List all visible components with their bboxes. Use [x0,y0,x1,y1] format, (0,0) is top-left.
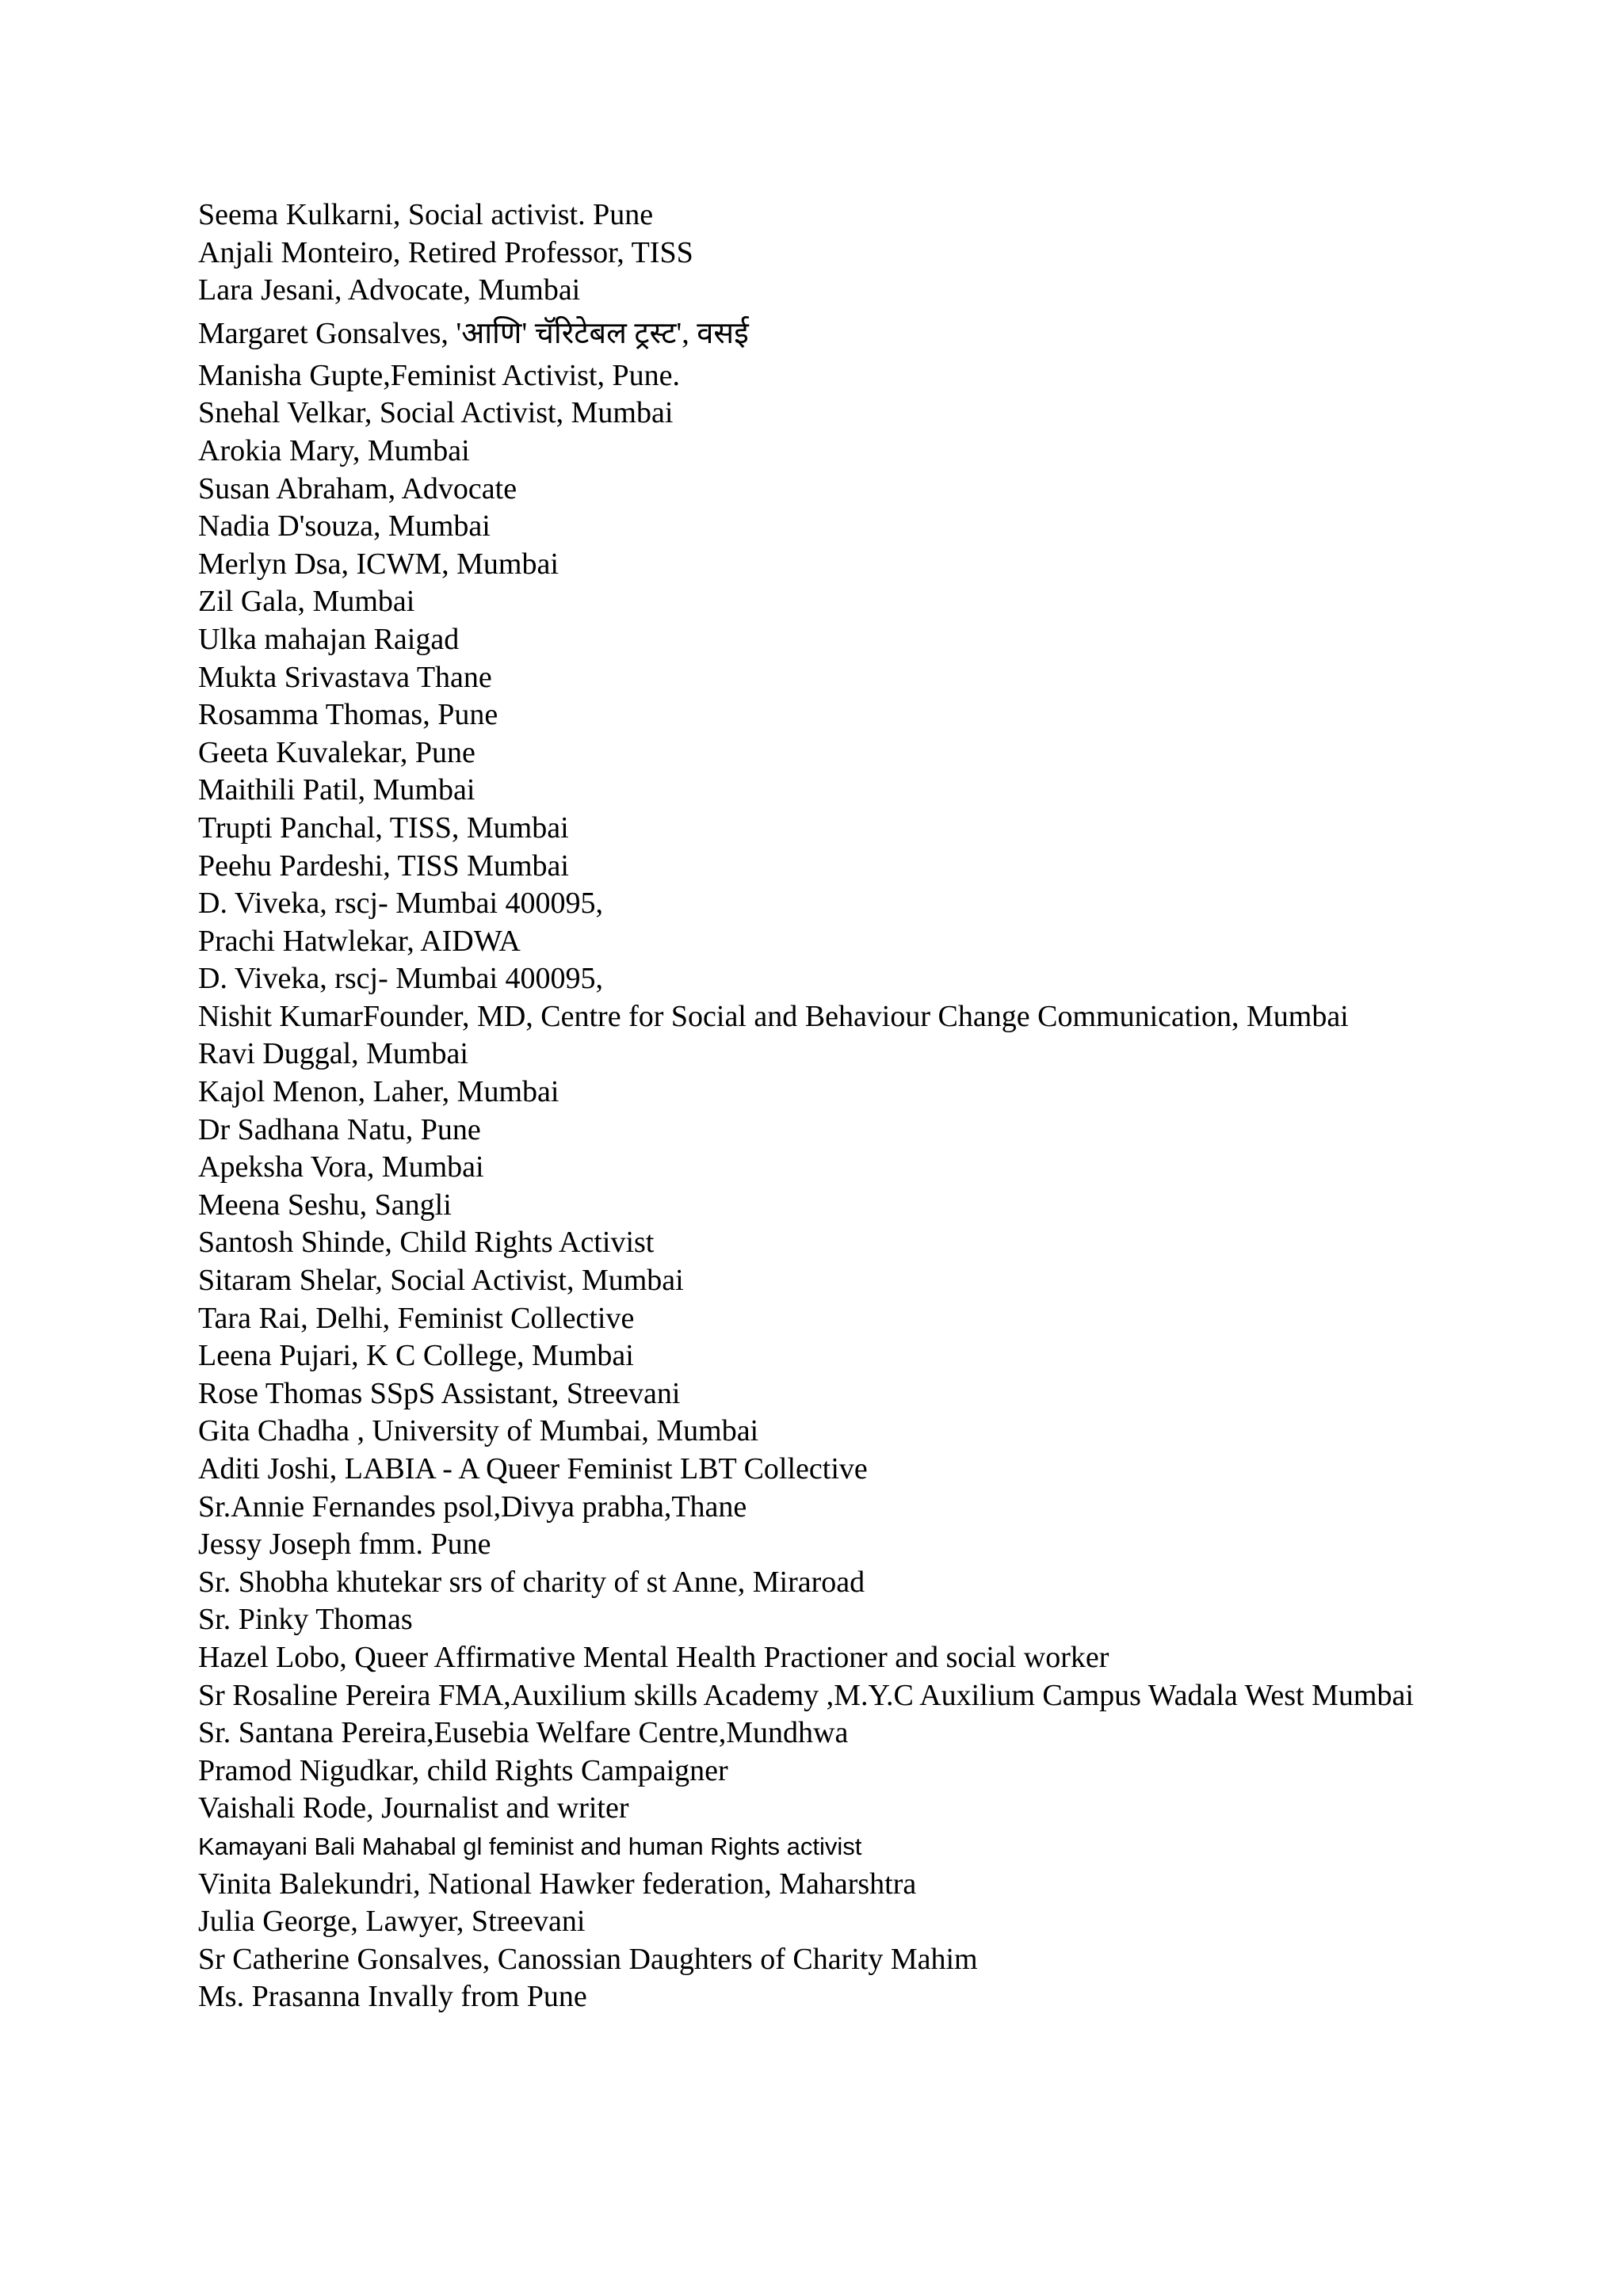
signatory-entry: Ravi Duggal, Mumbai [198,1037,468,1071]
signatory-entry: Vinita Balekundri, National Hawker federation, Maharshtra [198,1867,917,1901]
signatory-entry: Gita Chadha , University of Mumbai, Mumbai [198,1414,759,1448]
signatory-entry: Geeta Kuvalekar, Pune [198,735,475,769]
signatory-entry: Arokia Mary, Mumbai [198,433,470,467]
signatory-entry: Maithili Patil, Mumbai [198,773,475,807]
signatory-entry: Zil Gala, Mumbai [198,585,415,619]
signatory-entry: Leena Pujari, K C College, Mumbai [198,1339,634,1373]
signatory-entry: Hazel Lobo, Queer Affirmative Mental Health Practioner and social worker [198,1640,1109,1674]
signatory-entry: Manisha Gupte,Feminist Activist, Pune. [198,358,680,392]
signatory-entry: Peehu Pardeshi, TISS Mumbai [198,849,569,883]
signatory-entry: D. Viveka, rscj- Mumbai 400095, [198,962,603,996]
signatory-entry: Vaishali Rode, Journalist and writer [198,1791,629,1825]
signatory-entry: Sr. Santana Pereira,Eusebia Welfare Centre,Mundhwa [198,1716,849,1750]
signatory-entry: Santosh Shinde, Child Rights Activist [198,1226,655,1260]
signatory-entry: Kamayani Bali Mahabal gl feminist and human Rights activist [198,1832,862,1860]
signatory-entry: Kajol Menon, Laher, Mumbai [198,1075,559,1109]
signatory-entry: Seema Kulkarni, Social activist. Pune [198,198,654,231]
signatory-entry: Sitaram Shelar, Social Activist, Mumbai [198,1264,684,1298]
signatory-entry: Aditi Joshi, LABIA - A Queer Feminist LBT Collective [198,1452,868,1486]
signatory-entry: Rosamma Thomas, Pune [198,698,498,732]
signatory-entry: Nadia D'souza, Mumbai [198,509,491,543]
signatory-entry: Ulka mahajan Raigad [198,622,460,656]
signatory-entry: Anjali Monteiro, Retired Professor, TISS [198,235,693,269]
signatory-entry: Dr Sadhana Natu, Pune [198,1112,481,1146]
signatory-entry: Rose Thomas SSpS Assistant, Streevani [198,1376,681,1410]
signatory-entry: Lara Jesani, Advocate, Mumbai [198,273,581,307]
signatory-entry: Sr Rosaline Pereira FMA,Auxilium skills Academy ,M.Y.C Auxilium Campus Wadala West Mumbai [198,1678,1414,1712]
signatory-list [198,196,1434,2016]
signatory-entry: Merlyn Dsa, ICWM, Mumbai [198,547,559,581]
signatory-entry: Sr Catherine Gonsalves, Canossian Daughters of Charity Mahim [198,1942,978,1976]
signatory-entry: Sr. Pinky Thomas [198,1603,413,1637]
signatory-entry: Mukta Srivastava Thane [198,660,492,694]
signatory-entry: Tara Rai, Delhi, Feminist Collective [198,1301,635,1335]
signatory-entry: Nishit KumarFounder, MD, Centre for Social and Behaviour Change Communication, Mumbai [198,999,1349,1033]
signatory-entry: Meena Seshu, Sangli [198,1188,452,1222]
signatory-entry: Prachi Hatwlekar, AIDWA [198,924,521,958]
signatory-entry: Sr.Annie Fernandes psol,Divya prabha,Thane [198,1489,747,1524]
signatory-entry: D. Viveka, rscj- Mumbai 400095, [198,887,603,921]
signatory-entry: Pramod Nigudkar, child Rights Campaigner [198,1753,728,1787]
signatory-entry: Apeksha Vora, Mumbai [198,1150,484,1184]
signatory-entry: Margaret Gonsalves, 'आणि' चॅरिटेबल ट्रस्ट', वसई [198,316,749,350]
signatory-entry: Trupti Panchal, TISS, Mumbai [198,810,569,845]
signatory-entry: Susan Abraham, Advocate [198,471,517,505]
signatory-entry: Julia George, Lawyer, Streevani [198,1905,586,1939]
signatory-entry: Snehal Velkar, Social Activist, Mumbai [198,396,674,430]
signatory-entry: Jessy Joseph fmm. Pune [198,1527,491,1562]
signatory-entry: Sr. Shobha khutekar srs of charity of st Anne, Miraroad [198,1565,865,1599]
signatory-entry: Ms. Prasanna Invally from Pune [198,1980,587,2014]
